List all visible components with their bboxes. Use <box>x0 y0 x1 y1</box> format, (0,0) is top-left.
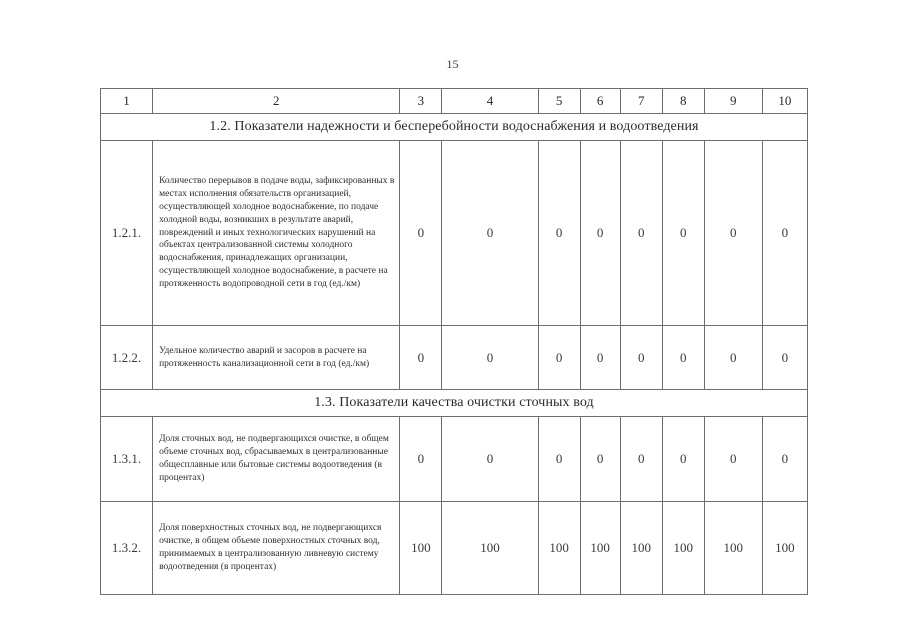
column-header: 9 <box>704 89 762 114</box>
value-cell: 0 <box>662 326 704 390</box>
value-cell: 0 <box>580 417 620 502</box>
column-header: 10 <box>762 89 807 114</box>
value-cell: 100 <box>580 502 620 595</box>
value-cell: 0 <box>580 326 620 390</box>
column-header: 2 <box>153 89 400 114</box>
value-cell: 0 <box>662 141 704 326</box>
value-cell: 0 <box>538 417 580 502</box>
section-title: 1.3. Показатели качества очистки сточных вод <box>101 390 808 417</box>
section-title: 1.2. Показатели надежности и бесперебойности водоснабжения и водоотведения <box>101 114 808 141</box>
page-number: 15 <box>446 57 459 71</box>
value-cell: 0 <box>704 141 762 326</box>
value-cell: 100 <box>620 502 662 595</box>
value-cell: 100 <box>662 502 704 595</box>
value-cell: 0 <box>762 141 807 326</box>
column-header: 6 <box>580 89 620 114</box>
section-heading-row <box>101 390 808 417</box>
table-row <box>101 417 808 502</box>
table-row <box>101 502 808 595</box>
row-code: 1.2.2. <box>101 326 153 390</box>
value-cell: 0 <box>762 326 807 390</box>
row-code: 1.3.1. <box>101 417 153 502</box>
value-cell: 100 <box>400 502 442 595</box>
value-cell: 0 <box>620 326 662 390</box>
value-cell: 100 <box>538 502 580 595</box>
column-header: 1 <box>101 89 153 114</box>
value-cell: 0 <box>762 417 807 502</box>
value-cell: 0 <box>400 141 442 326</box>
row-description: Доля сточных вод, не подвергающихся очистке, в общем объеме сточных вод, сбрасываемых в централизованные общесплавные или бытовые системы водоотведения (в процентах) <box>153 417 400 502</box>
column-header: 7 <box>620 89 662 114</box>
value-cell: 0 <box>400 417 442 502</box>
value-cell: 0 <box>704 326 762 390</box>
row-description: Доля поверхностных сточных вод, не подвергающихся очистке, в общем объеме поверхностных сточных вод, принимаемых в централизованную ливневую систему водоотведения (в процентах) <box>153 502 400 595</box>
table-row <box>101 326 808 390</box>
value-cell: 0 <box>662 417 704 502</box>
value-cell: 0 <box>620 417 662 502</box>
value-cell: 100 <box>704 502 762 595</box>
table-row <box>101 141 808 326</box>
row-code: 1.3.2. <box>101 502 153 595</box>
value-cell: 0 <box>620 141 662 326</box>
column-header: 5 <box>538 89 580 114</box>
value-cell: 0 <box>704 417 762 502</box>
value-cell: 0 <box>538 141 580 326</box>
value-cell: 0 <box>400 326 442 390</box>
column-header: 3 <box>400 89 442 114</box>
indicators-table <box>100 88 808 595</box>
value-cell: 0 <box>442 417 538 502</box>
value-cell: 100 <box>762 502 807 595</box>
row-description: Количество перерывов в подаче воды, зафиксированных в местах исполнения обязательств организацией, осуществляющей холодное водоснабжение, по подаче холодной воды, возникших в результате аварий, повреждений и иных технологических нарушений на объектах централизованной системы холодного водоснабжения, принадлежащих организации, осуществляющей холодное водоснабжение, в расчете на протяженность водопроводной сети в год (ед./км) <box>153 141 400 326</box>
column-header: 8 <box>662 89 704 114</box>
value-cell: 0 <box>580 141 620 326</box>
value-cell: 100 <box>442 502 538 595</box>
column-number-row <box>101 89 808 114</box>
value-cell: 0 <box>442 326 538 390</box>
value-cell: 0 <box>442 141 538 326</box>
section-heading-row <box>101 114 808 141</box>
row-description: Удельное количество аварий и засоров в расчете на протяженность канализационной сети в год (ед./км) <box>153 326 400 390</box>
row-code: 1.2.1. <box>101 141 153 326</box>
value-cell: 0 <box>538 326 580 390</box>
column-header: 4 <box>442 89 538 114</box>
